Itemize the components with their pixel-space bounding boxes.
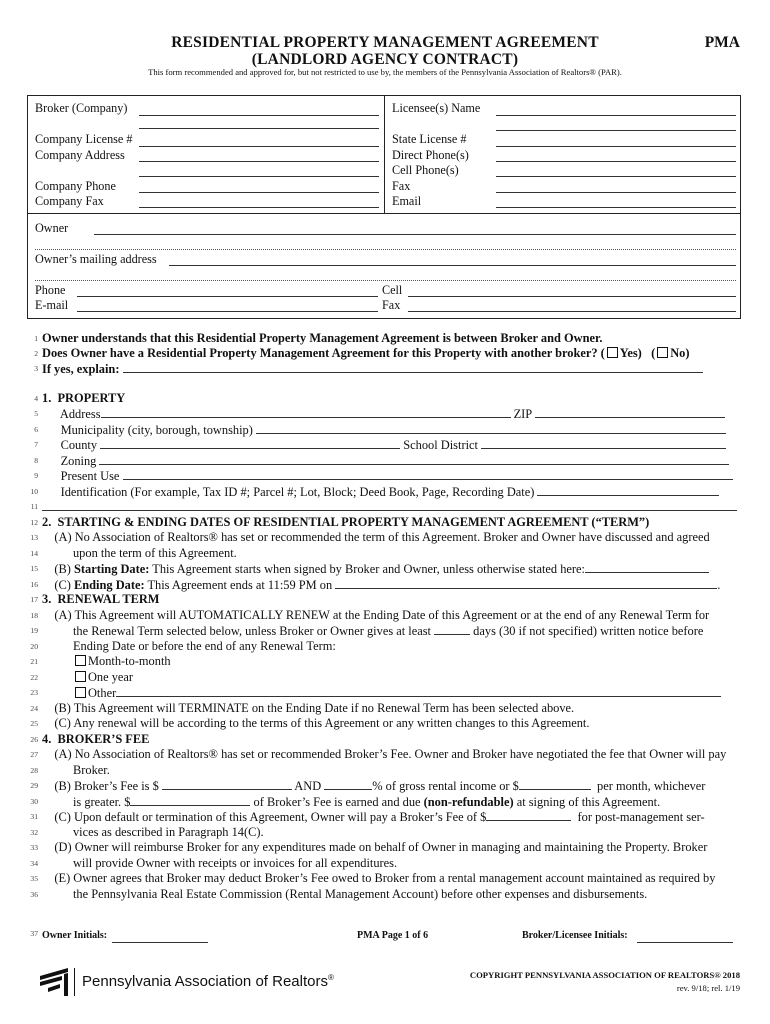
licensee-name-label: Licensee(s) Name <box>392 101 481 115</box>
line-number: 13 <box>30 533 38 542</box>
line-segment: Month-to-month <box>87 654 171 668</box>
line-number: 32 <box>30 828 38 837</box>
agreement-line <box>0 577 770 593</box>
line-text <box>42 701 740 717</box>
line-text <box>42 530 740 546</box>
line-number: 8 <box>34 456 38 465</box>
line-segment: upon the term of this Agreement. <box>42 546 237 560</box>
line-segment: Does Owner have a Residential Property Management Agreement for this Property with another broker? ( <box>42 346 605 360</box>
line-number: 26 <box>30 735 38 744</box>
line-number: 18 <box>30 611 38 620</box>
agreement-line <box>0 391 770 407</box>
line-number: 4 <box>34 394 38 403</box>
line-segment: Ending Date or before the end of any Renewal Term: <box>42 639 336 653</box>
line-text <box>42 732 740 748</box>
agreement-line <box>0 716 770 732</box>
agreement-line <box>0 623 770 639</box>
agreement-line <box>0 530 770 546</box>
line-number: 5 <box>34 409 38 418</box>
line-segment: (C) Any renewal will be according to the terms of this Agreement or any written changes to this Agreement. <box>42 716 590 730</box>
line-text <box>42 515 740 531</box>
line-segment: (B) This Agreement will TERMINATE on the Ending Date if no Renewal Term has been selected above. <box>42 701 575 715</box>
owner-cell-field[interactable] <box>408 296 736 297</box>
company-phone-field[interactable] <box>139 192 379 193</box>
cell-phone-label: Cell Phone(s) <box>392 163 459 177</box>
line-number: 24 <box>30 704 38 713</box>
fill-in-field[interactable] <box>101 406 511 418</box>
line-text <box>42 437 740 454</box>
agreement-line <box>0 484 770 500</box>
line-segment <box>42 670 73 684</box>
line-text <box>42 763 740 779</box>
owner-mailing-field-2[interactable] <box>35 280 736 281</box>
agreement-line <box>0 592 770 608</box>
line-number: 15 <box>30 564 38 573</box>
line-segment: . <box>717 578 721 592</box>
line-number: 35 <box>30 874 38 883</box>
fill-in-field[interactable] <box>116 685 721 697</box>
line-number: 1 <box>34 334 38 343</box>
agreement-line <box>0 639 770 655</box>
line-text <box>42 391 740 407</box>
logo-divider <box>74 968 75 996</box>
form-disclaimer: This form recommended and approved for, but not restricted to use by, the members of the Pennsylvania Association of Realtors® (PAR). <box>148 67 622 77</box>
owner-initials-field[interactable] <box>112 942 208 943</box>
line-text <box>42 809 740 826</box>
line-segment: the Pennsylvania Real Estate Commission (Rental Management Account) before other expenses and disbursements. <box>42 887 648 901</box>
line-segment: Other <box>87 686 117 700</box>
agreement-line <box>0 422 770 438</box>
line-text <box>42 778 740 795</box>
line-text <box>42 546 740 562</box>
company-phone-label: Company Phone <box>35 179 116 193</box>
agreement-line <box>0 763 770 779</box>
fill-in-field[interactable] <box>537 484 719 496</box>
agreement-line <box>0 515 770 531</box>
fax-label: Fax <box>392 179 411 193</box>
fill-in-field[interactable] <box>434 623 470 635</box>
line-segment: One year <box>87 670 134 684</box>
company-license-field[interactable] <box>139 146 379 147</box>
line-text <box>42 670 740 686</box>
line-segment: days (30 if not specified) written notice before <box>470 624 704 638</box>
line-segment: No) <box>670 346 690 360</box>
line-segment: AND <box>291 779 325 793</box>
box-divider <box>384 96 385 213</box>
agreement-line <box>0 499 770 515</box>
line-segment: of Broker’s Fee is earned and due <box>250 795 424 809</box>
fill-in-field[interactable] <box>585 561 709 573</box>
line-segment: vices as described in Paragraph 14(C). <box>42 825 264 839</box>
form-subtitle-contract: (LANDLORD AGENCY CONTRACT) <box>251 51 519 68</box>
direct-phone-label: Direct Phone(s) <box>392 148 469 162</box>
line-segment: (A) This Agreement will AUTOMATICALLY RENEW at the Ending Date of this Agreement or at the end of any Renewal Term for <box>42 608 710 622</box>
owner-initials-label: Owner Initials: <box>42 930 108 941</box>
owner-mailing-field[interactable] <box>169 265 736 266</box>
agreement-line <box>0 809 770 825</box>
line-text <box>42 747 740 763</box>
direct-phone-field[interactable] <box>496 161 736 162</box>
line-number: 23 <box>30 688 38 697</box>
line-segment: the Renewal Term selected below, unless Broker or Owner gives at least <box>42 624 435 638</box>
broker-initials-label: Broker/Licensee Initials: <box>522 930 628 941</box>
broker-company-field-2[interactable] <box>139 128 379 129</box>
fill-in-field[interactable] <box>535 406 725 418</box>
page-number: PMA Page 1 of 6 <box>357 930 429 941</box>
line-segment <box>42 686 73 700</box>
line-number: 6 <box>34 425 38 434</box>
agreement-line <box>0 871 770 887</box>
checkbox[interactable] <box>75 671 86 682</box>
line-segment: If yes, explain: <box>42 362 123 376</box>
agreement-line <box>0 778 770 794</box>
line-number: 22 <box>30 673 38 682</box>
line-segment: 2. STARTING & ENDING DATES OF RESIDENTIAL PROPERTY MANAGEMENT AGREEMENT (“TERM”) <box>42 515 650 529</box>
line-segment: (A) No Association of Realtors® has set or recommended the term of this Agreement. Broker and Owner have discussed and agreed <box>42 530 710 544</box>
line-segment: % of gross rental income or $ <box>372 779 519 793</box>
email-field[interactable] <box>496 207 736 208</box>
org-name: Pennsylvania Association of Realtors® <box>82 973 334 990</box>
line-text <box>42 654 740 670</box>
line-text <box>42 346 740 362</box>
line-number: 7 <box>34 440 38 449</box>
line-number: 28 <box>30 766 38 775</box>
line-text <box>42 406 740 423</box>
form-title: RESIDENTIAL PROPERTY MANAGEMENT AGREEMENT <box>171 34 599 51</box>
fax-field[interactable] <box>496 192 736 193</box>
line-text <box>42 468 740 485</box>
line-text <box>42 871 740 887</box>
line-number: 29 <box>30 781 38 790</box>
line-number: 3 <box>34 364 38 373</box>
fill-in-field[interactable] <box>123 468 733 480</box>
line-text <box>42 499 740 516</box>
owner-fax-field[interactable] <box>408 311 736 312</box>
state-license-label: State License # <box>392 132 467 146</box>
line-segment: per month, whichever <box>590 779 706 793</box>
company-fax-field[interactable] <box>139 207 379 208</box>
line-text <box>42 685 740 702</box>
owner-email-label: E-mail <box>35 298 69 312</box>
line-segment: This Agreement starts when signed by Broker and Owner, unless otherwise stated here: <box>149 562 585 576</box>
agreement-line <box>0 685 770 701</box>
line-text <box>42 331 740 347</box>
line-segment: Present Use <box>42 469 123 483</box>
line-text <box>42 840 740 856</box>
licensee-name-field-2[interactable] <box>496 130 736 131</box>
line-number: 20 <box>30 642 38 651</box>
fill-in-field[interactable] <box>99 453 729 465</box>
line-segment: Broker. <box>42 763 110 777</box>
agreement-line <box>0 825 770 841</box>
line-segment: (C) Upon default or termination of this Agreement, Owner will pay a Broker’s Fee of $ <box>42 810 487 824</box>
line-number: 36 <box>30 890 38 899</box>
agreement-line <box>0 701 770 717</box>
line-number: 37 <box>30 929 38 938</box>
line-text <box>42 716 740 732</box>
owner-label: Owner <box>35 221 69 235</box>
line-text <box>42 856 740 872</box>
line-segment: (B) Broker’s Fee is $ <box>42 779 162 793</box>
owner-field[interactable] <box>94 234 736 235</box>
agreement-line <box>0 840 770 856</box>
checkbox[interactable] <box>75 687 86 698</box>
company-address-field[interactable] <box>139 161 379 162</box>
line-text <box>42 639 740 655</box>
line-segment: Zoning <box>42 454 100 468</box>
line-number: 16 <box>30 580 38 589</box>
fill-in-field[interactable] <box>481 437 726 449</box>
agreement-line <box>0 732 770 748</box>
line-segment: (D) Owner will reimburse Broker for any expenditures made on behalf of Owner in managing and maintaining the Property. Broker <box>42 840 708 854</box>
owner-mailing-label: Owner’s mailing address <box>35 252 157 266</box>
line-text <box>42 592 740 608</box>
agreement-line <box>0 361 770 377</box>
line-number: 33 <box>30 843 38 852</box>
broker-company-field[interactable] <box>139 115 379 116</box>
company-address-label: Company Address <box>35 148 125 162</box>
line-segment: Starting Date: <box>74 562 150 576</box>
line-segment: (non-refundable) <box>423 795 514 809</box>
line-text <box>42 608 740 624</box>
line-text <box>42 825 740 841</box>
fill-in-field[interactable] <box>519 778 591 790</box>
agreement-line <box>0 331 770 347</box>
agreement-line <box>0 670 770 686</box>
agreement-line <box>0 346 770 362</box>
licensee-name-field[interactable] <box>496 115 736 116</box>
owner-phone-field[interactable] <box>77 296 378 297</box>
line-number: 17 <box>30 595 38 604</box>
agreement-line <box>0 468 770 484</box>
form-code: PMA <box>704 34 740 51</box>
line-segment: (B) <box>42 562 75 576</box>
line-number: 2 <box>34 349 38 358</box>
owner-email-field[interactable] <box>77 311 378 312</box>
line-segment: (E) Owner agrees that Broker may deduct Broker’s Fee owed to Broker from a rental management account maintained as required by <box>42 871 716 885</box>
agreement-line <box>0 437 770 453</box>
owner-field-2[interactable] <box>35 249 736 250</box>
cell-phone-field[interactable] <box>496 176 736 177</box>
fill-in-field[interactable] <box>42 499 737 511</box>
state-license-field[interactable] <box>496 146 736 147</box>
agreement-line <box>0 794 770 810</box>
fill-in-field[interactable] <box>324 778 372 790</box>
company-license-label: Company License # <box>35 132 133 146</box>
company-fax-label: Company Fax <box>35 194 104 208</box>
line-segment: 4. BROKER’S FEE <box>42 732 150 746</box>
agreement-line <box>0 608 770 624</box>
line-segment: (C) <box>42 578 75 592</box>
line-segment: (A) No Association of Realtors® has set or recommended Broker’s Fee. Owner and Broker have negotiated the fee that Owner will pay <box>42 747 727 761</box>
line-text <box>42 887 740 903</box>
broker-info-box <box>27 95 741 214</box>
fill-in-field[interactable] <box>123 361 703 373</box>
copyright-notice: COPYRIGHT PENNSYLVANIA ASSOCIATION OF REALTORS® 2018 <box>469 970 740 980</box>
checkbox[interactable] <box>657 347 668 358</box>
owner-cell-label: Cell <box>382 283 403 297</box>
email-label: Email <box>392 194 422 208</box>
agreement-line <box>0 654 770 670</box>
line-number: 25 <box>30 719 38 728</box>
line-segment: will provide Owner with receipts or invoices for all expenditures. <box>42 856 398 870</box>
line-segment: for post-management ser- <box>571 810 705 824</box>
line-segment: County <box>42 438 101 452</box>
line-text <box>42 623 740 640</box>
agreement-line <box>0 887 770 903</box>
checkbox[interactable] <box>607 347 618 358</box>
broker-company-label: Broker (Company) <box>35 101 128 115</box>
fill-in-field[interactable] <box>335 577 717 589</box>
fill-in-field[interactable] <box>162 778 292 790</box>
owner-fax-label: Fax <box>382 298 401 312</box>
line-segment: Owner understands that this Residential Property Management Agreement is between Broker and Owner. <box>42 331 603 345</box>
company-address-field-2[interactable] <box>139 176 379 177</box>
line-segment: Yes) ( <box>619 346 656 360</box>
line-segment: at signing of this Agreement. <box>513 795 661 809</box>
agreement-line <box>0 546 770 562</box>
fill-in-field[interactable] <box>130 794 250 806</box>
line-segment <box>42 654 73 668</box>
revision-info: rev. 9/18; rel. 1/19 <box>676 983 740 993</box>
par-logo-icon <box>38 966 70 998</box>
org-registered-mark: ® <box>327 973 334 982</box>
line-number: 10 <box>30 487 38 496</box>
agreement-line <box>0 561 770 577</box>
line-number: 19 <box>30 626 38 635</box>
line-text <box>42 561 740 578</box>
line-segment: 1. PROPERTY <box>42 391 126 405</box>
checkbox[interactable] <box>75 655 86 666</box>
line-text <box>42 361 740 378</box>
line-number: 27 <box>30 750 38 759</box>
line-number: 9 <box>34 471 38 480</box>
line-segment: School District <box>400 438 482 452</box>
line-number: 12 <box>30 518 38 527</box>
fill-in-field[interactable] <box>256 422 726 434</box>
line-segment: This Agreement ends at 11:59 PM on <box>144 578 336 592</box>
agreement-line <box>0 856 770 872</box>
fill-in-field[interactable] <box>100 437 400 449</box>
broker-initials-field[interactable] <box>637 942 733 943</box>
line-segment: is greater. $ <box>42 795 131 809</box>
agreement-line <box>0 453 770 469</box>
agreement-line <box>0 406 770 422</box>
agreement-line <box>0 747 770 763</box>
line-segment: 3. RENEWAL TERM <box>42 592 160 606</box>
line-segment: Ending Date: <box>74 578 145 592</box>
line-number: 31 <box>30 812 38 821</box>
fill-in-field[interactable] <box>486 809 571 821</box>
line-segment: Address <box>42 407 101 421</box>
line-segment: Municipality (city, borough, township) <box>42 423 256 437</box>
line-number: 11 <box>30 502 38 511</box>
line-number: 30 <box>30 797 38 806</box>
owner-phone-label: Phone <box>35 283 66 297</box>
line-segment: ZIP <box>510 407 535 421</box>
line-segment: Identification (For example, Tax ID #; Parcel #; Lot, Block; Deed Book, Page, Recording Date) <box>42 485 538 499</box>
line-number: 14 <box>30 549 38 558</box>
line-number: 21 <box>30 657 38 666</box>
line-number: 34 <box>30 859 38 868</box>
